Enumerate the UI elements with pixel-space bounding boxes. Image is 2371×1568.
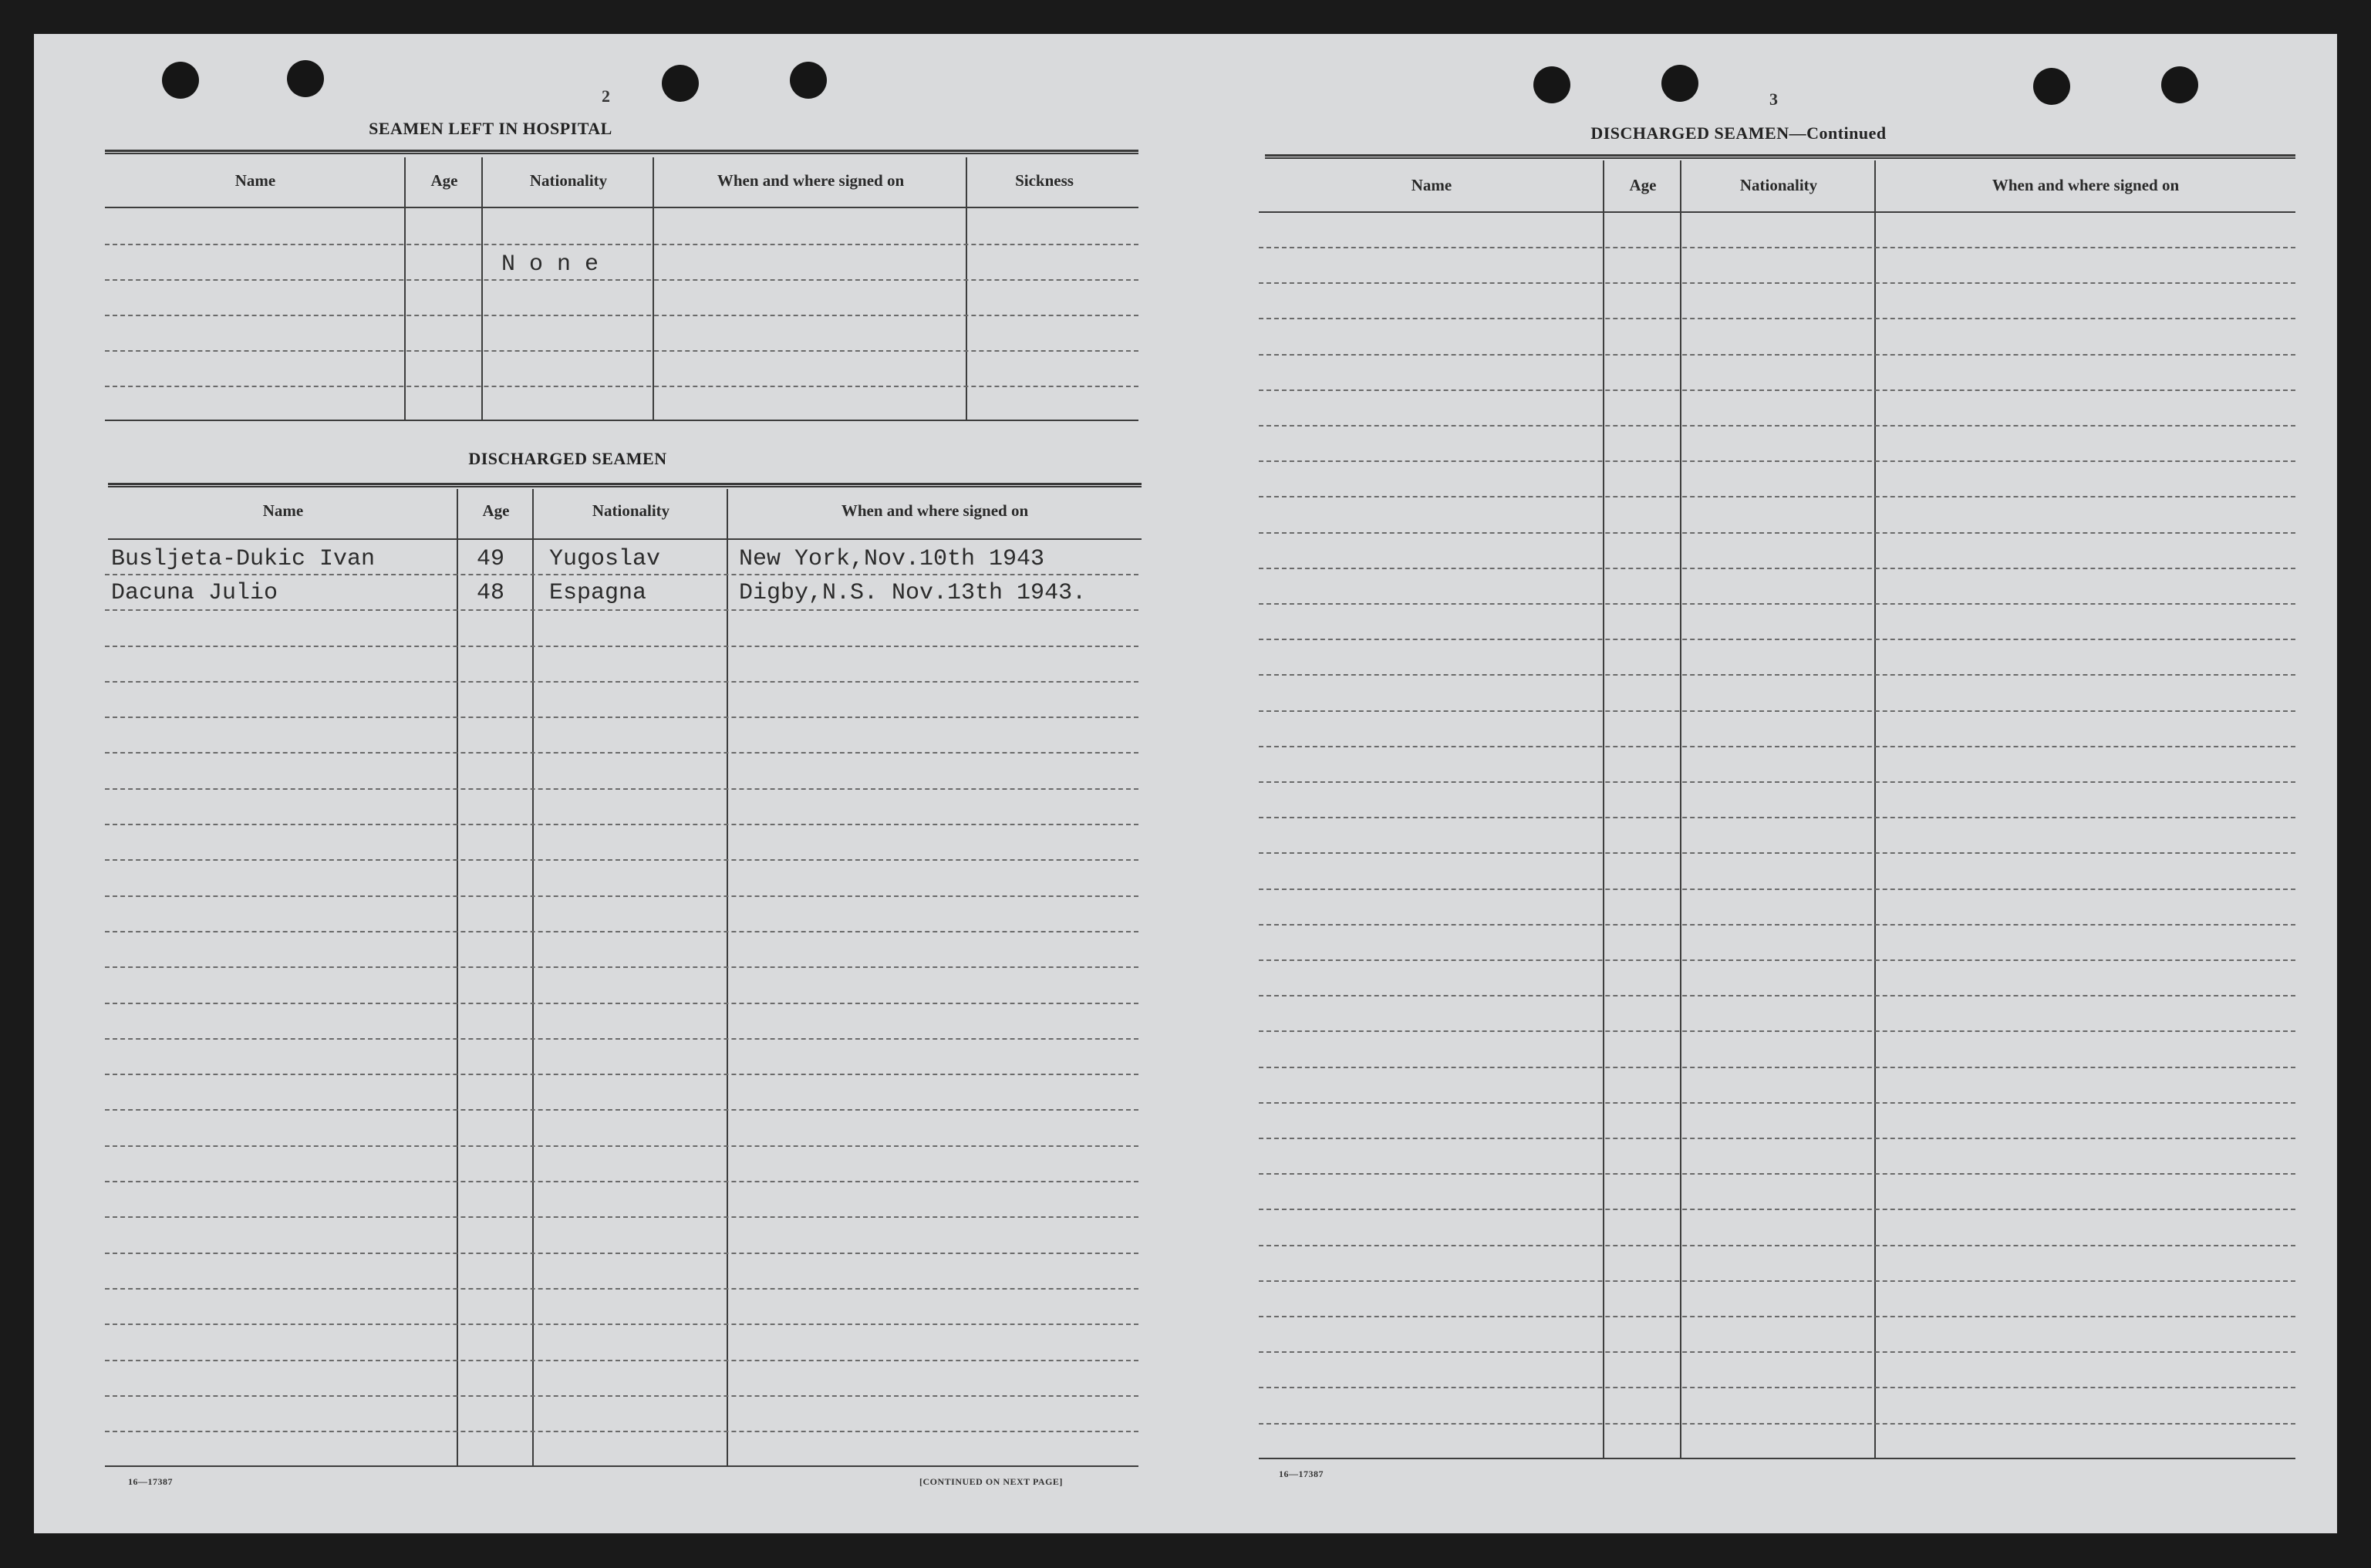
right-row-line: [1259, 924, 2295, 926]
right-row-line: [1259, 496, 2295, 497]
right-row-line: [1259, 354, 2295, 356]
discharged-col-divider: [727, 489, 728, 1465]
hospital-title-rule: [105, 150, 1138, 154]
right-row-line: [1259, 746, 2295, 747]
discharged-row-line: [105, 646, 1138, 647]
right-row-line: [1259, 817, 2295, 818]
right-col-nationality: Nationality: [1739, 176, 1818, 194]
right-row-line: [1259, 1351, 2295, 1353]
discharged-row-1-nationality: Yugoslav: [549, 546, 661, 572]
punch-hole: [2161, 66, 2198, 103]
right-row-line: [1259, 889, 2295, 890]
form-number-right: 16—17387: [1279, 1469, 1324, 1479]
right-row-line: [1259, 1423, 2295, 1425]
punch-hole: [1661, 65, 1698, 102]
right-col-signed-on: When and where signed on: [1992, 176, 2180, 194]
right-row-line: [1259, 318, 2295, 319]
right-row-line: [1259, 460, 2295, 462]
right-row-line: [1259, 1245, 2295, 1246]
continued-note: [CONTINUED ON NEXT PAGE]: [919, 1476, 1063, 1487]
hospital-col-signed-on: When and where signed on: [717, 171, 905, 190]
discharged-section-title: DISCHARGED SEAMEN: [468, 449, 667, 468]
hospital-col-divider: [481, 157, 483, 420]
discharged-col-age: Age: [482, 501, 510, 520]
discharged-col-nationality: Nationality: [592, 501, 670, 520]
right-row-line: [1259, 959, 2295, 961]
discharged-row-line: [105, 966, 1138, 968]
discharged-row-line: [105, 895, 1138, 897]
hospital-bottom-rule: [105, 420, 1138, 421]
discharged-row-line: [105, 1288, 1138, 1290]
discharged-row-line: [105, 1181, 1138, 1182]
discharged-row-line: [105, 1395, 1138, 1397]
right-row-line: [1259, 710, 2295, 712]
discharged-row-line: [105, 609, 1138, 611]
right-header-rule: [1259, 211, 2295, 213]
discharged-row-line: [105, 788, 1138, 790]
discharged-row-2-age: 48: [477, 580, 505, 606]
discharged-row-line: [105, 859, 1138, 861]
right-row-line: [1259, 1138, 2295, 1139]
discharged-row-line: [105, 1431, 1138, 1432]
discharged-bottom-rule: [105, 1465, 1138, 1467]
punch-hole: [790, 62, 827, 99]
discharged-row-line: [105, 1003, 1138, 1004]
discharged-row-2-name: Dacuna Julio: [111, 580, 278, 606]
hospital-col-divider: [966, 157, 967, 420]
page-number-right: 3: [1769, 89, 1778, 109]
discharged-col-divider: [457, 489, 458, 1465]
punch-hole: [662, 65, 699, 102]
right-row-line: [1259, 568, 2295, 569]
right-section-title-main: DISCHARGED SEAMEN: [1590, 123, 1789, 143]
right-row-line: [1259, 1209, 2295, 1210]
hospital-col-sickness: Sickness: [1015, 171, 1074, 190]
discharged-row-line: [105, 717, 1138, 718]
punch-hole: [287, 60, 324, 97]
discharged-row-line: [105, 1360, 1138, 1361]
hospital-row-line: [105, 279, 1138, 281]
punch-hole: [1533, 66, 1570, 103]
right-row-line: [1259, 1102, 2295, 1104]
right-title-rule: [1265, 154, 2295, 159]
punch-hole: [162, 62, 199, 99]
discharged-row-line: [105, 1324, 1138, 1325]
right-row-line: [1259, 247, 2295, 248]
form-number-left: 16—17387: [128, 1476, 173, 1487]
hospital-col-divider: [653, 157, 654, 420]
hospital-col-name: Name: [234, 171, 276, 190]
discharged-col-divider: [532, 489, 534, 1465]
right-row-line: [1259, 781, 2295, 783]
discharged-row-line: [105, 1145, 1138, 1147]
discharged-row-line: [105, 824, 1138, 825]
right-row-line: [1259, 282, 2295, 284]
right-row-line: [1259, 1387, 2295, 1388]
right-row-line: [1259, 1030, 2295, 1032]
right-row-line: [1259, 1067, 2295, 1068]
right-row-line: [1259, 674, 2295, 676]
right-col-name: Name: [1411, 176, 1452, 194]
discharged-row-1-name: Busljeta-Dukic Ivan: [111, 546, 376, 572]
discharged-col-name: Name: [262, 501, 304, 520]
right-row-line: [1259, 1173, 2295, 1175]
discharged-col-signed-on: When and where signed on: [841, 501, 1029, 520]
discharged-row-line: [105, 681, 1138, 683]
right-row-line: [1259, 532, 2295, 534]
right-row-line: [1259, 1280, 2295, 1282]
discharged-row-line: [105, 1038, 1138, 1040]
discharged-row-line: [105, 574, 1138, 575]
right-row-line: [1259, 389, 2295, 391]
right-section-title: [1484, 123, 1993, 143]
discharged-row-2-nationality: Espagna: [549, 580, 647, 606]
hospital-row-line: [105, 350, 1138, 352]
discharged-row-line: [105, 1109, 1138, 1111]
discharged-row-2-signed-on: Digby,N.S. Nov.13th 1943.: [739, 580, 1087, 606]
hospital-col-age: Age: [430, 171, 458, 190]
hospital-row-line: [105, 244, 1138, 245]
right-row-line: [1259, 425, 2295, 427]
right-row-line: [1259, 603, 2295, 605]
right-section-title-suffix: —Continued: [1789, 123, 1887, 143]
right-col-age: Age: [1629, 176, 1657, 194]
discharged-header-rule: [108, 538, 1142, 540]
discharged-row-line: [105, 931, 1138, 932]
hospital-row-line: [105, 315, 1138, 316]
right-row-line: [1259, 639, 2295, 640]
hospital-none-entry: N o n e: [501, 251, 599, 278]
discharged-row-1-signed-on: New York,Nov.10th 1943: [739, 546, 1045, 572]
document-sheet: [34, 34, 2337, 1533]
right-row-line: [1259, 995, 2295, 996]
punch-hole: [2033, 68, 2070, 105]
hospital-header-rule: [105, 207, 1138, 208]
right-row-line: [1259, 1316, 2295, 1317]
discharged-row-line: [105, 1216, 1138, 1218]
discharged-row-line: [105, 1074, 1138, 1075]
hospital-col-divider: [404, 157, 406, 420]
discharged-row-line: [105, 752, 1138, 754]
page-number-left: 2: [602, 86, 610, 106]
discharged-row-line: [105, 1253, 1138, 1254]
hospital-row-line: [105, 386, 1138, 387]
hospital-col-nationality: Nationality: [529, 171, 608, 190]
discharged-title-rule: [108, 483, 1142, 487]
right-row-line: [1259, 852, 2295, 854]
hospital-section-title: SEAMEN LEFT IN HOSPITAL: [369, 119, 612, 138]
right-bottom-rule: [1259, 1458, 2295, 1459]
discharged-row-1-age: 49: [477, 546, 505, 572]
